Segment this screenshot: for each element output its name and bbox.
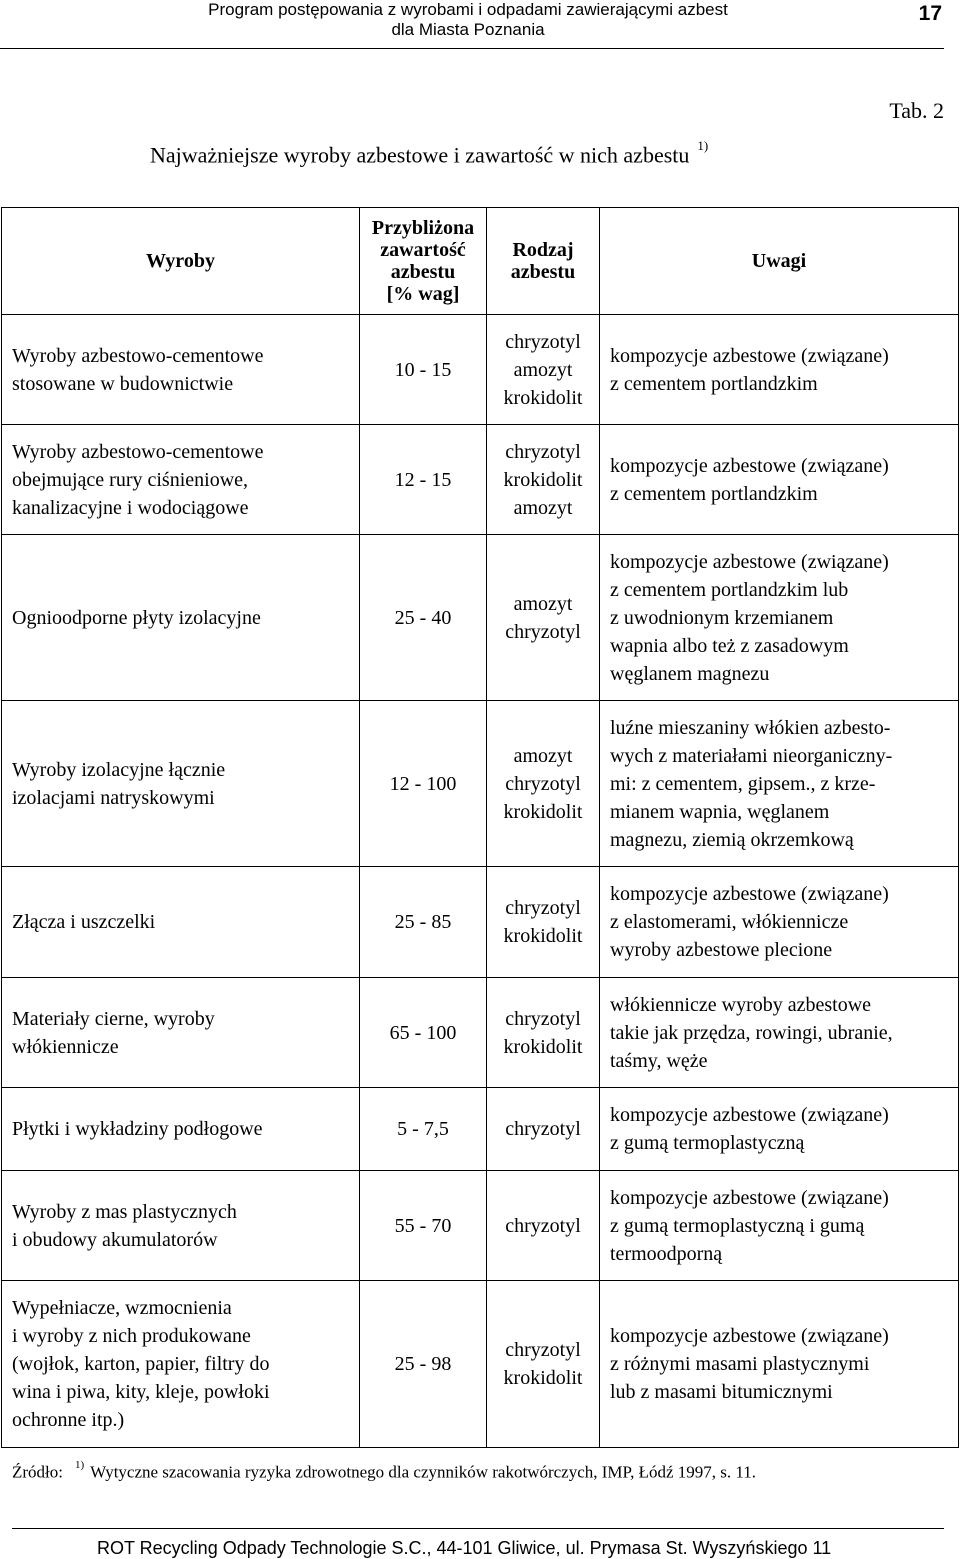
page-header: [0, 0, 960, 48]
table-title-text: Najważniejsze wyroby azbestowe i zawartość w nich azbestu: [150, 142, 690, 168]
cell-content: 25 - 98: [360, 1281, 487, 1448]
cell-type: chryzotyl krokidolit: [487, 978, 600, 1088]
cell-product: Wyroby z mas plastycznych i obudowy akumulatorów: [2, 1171, 360, 1281]
cell-product: Ognioodporne płyty izolacyjne: [2, 535, 360, 701]
table-title-footnote-mark: 1): [697, 138, 709, 153]
cell-product: Wyroby azbestowo-cementowe stosowane w budownictwie: [2, 315, 360, 425]
source-label: Źródło:: [12, 1462, 63, 1482]
col-header-type: Rodzaj azbestu: [487, 208, 600, 315]
col-header-notes: Uwagi: [600, 208, 959, 315]
table-row: [2, 701, 959, 867]
cell-product: Wyroby azbestowo-cementowe obejmujące rury ciśnieniowe, kanalizacyjne i wodociągowe: [2, 425, 360, 535]
cell-notes: kompozycje azbestowe (związane) z elastomerami, włókiennicze wyroby azbestowe plecione: [600, 867, 959, 978]
cell-content: 25 - 85: [360, 867, 487, 978]
cell-type: chryzotyl krokidolit: [487, 867, 600, 978]
cell-notes: kompozycje azbestowe (związane) z gumą termoplastyczną i gumą termoodporną: [600, 1171, 959, 1281]
table-row: [2, 1281, 959, 1448]
cell-content: 12 - 15: [360, 425, 487, 535]
header-title-line2: dla Miasta Poznania: [391, 20, 545, 39]
cell-type: chryzotyl krokidolit: [487, 1281, 600, 1448]
table-reference: Tab. 2: [889, 98, 944, 123]
table-row: [2, 425, 959, 535]
table-row: [2, 1171, 959, 1281]
cell-notes: kompozycje azbestowe (związane) z cementem portlandzkim lub z uwodnionym krzemianem wapnia albo też z zasadowym węglanem magnezu: [600, 535, 959, 701]
table-title: [150, 138, 709, 168]
cell-type: chryzotyl: [487, 1088, 600, 1171]
cell-type: amozyt chryzotyl krokidolit: [487, 701, 600, 867]
cell-product: Płytki i wykładziny podłogowe: [2, 1088, 360, 1171]
source-footnote-mark: 1): [75, 1459, 85, 1471]
source-text: Wytyczne szacowania ryzyka zdrowotnego dla czynników rakotwórczych, IMP, Łódź 1997, s. 11.: [90, 1462, 757, 1482]
table-row: [2, 315, 959, 425]
table-row: [2, 867, 959, 978]
table-row: [2, 535, 959, 701]
cell-product: Materiały cierne, wyroby włókiennicze: [2, 978, 360, 1088]
cell-notes: kompozycje azbestowe (związane) z cementem portlandzkim: [600, 315, 959, 425]
table-header-row: [2, 208, 959, 315]
cell-product: Wypełniacze, wzmocnienia i wyroby z nich produkowane (wojłok, karton, papier, filtry do wina i piwa, kity, kleje, powłoki ochronne itp.): [2, 1281, 360, 1448]
cell-type: chryzotyl: [487, 1171, 600, 1281]
cell-notes: kompozycje azbestowe (związane) z gumą termoplastyczną: [600, 1088, 959, 1171]
col-header-products: Wyroby: [2, 208, 360, 315]
cell-type: chryzotyl amozyt krokidolit: [487, 315, 600, 425]
cell-product: Złącza i uszczelki: [2, 867, 360, 978]
cell-content: 12 - 100: [360, 701, 487, 867]
cell-content: 25 - 40: [360, 535, 487, 701]
header-divider: [0, 48, 944, 49]
cell-notes: kompozycje azbestowe (związane) z cementem portlandzkim: [600, 425, 959, 535]
cell-content: 55 - 70: [360, 1171, 487, 1281]
cell-notes: luźne mieszaniny włókien azbesto- wych z materiałami nieorganiczny- mi: z cementem, gipsem., z krze- mianem wapnia, węglanem magnezu, ziemią okrzemkową: [600, 701, 959, 867]
footer-divider: [12, 1528, 944, 1529]
cell-product: Wyroby izolacyjne łącznie izolacjami natryskowymi: [2, 701, 360, 867]
cell-notes: włókiennicze wyroby azbestowe takie jak przędza, rowingi, ubranie, taśmy, węże: [600, 978, 959, 1088]
cell-type: chryzotyl krokidolit amozyt: [487, 425, 600, 535]
asbestos-products-table: [1, 207, 959, 1448]
table-row: [2, 1088, 959, 1171]
cell-notes: kompozycje azbestowe (związane) z różnymi masami plastycznymi lub z masami bitumicznymi: [600, 1281, 959, 1448]
col-header-content: Przybliżona zawartość azbestu [% wag]: [360, 208, 487, 315]
page-number: 17: [918, 2, 942, 25]
table-row: [2, 978, 959, 1088]
header-title-line1: Program postępowania z wyrobami i odpadami zawierającymi azbest: [208, 0, 728, 19]
page-footer: ROT Recycling Odpady Technologie S.C., 44-101 Gliwice, ul. Prymasa St. Wyszyńskiego 11: [97, 1538, 832, 1558]
cell-content: 5 - 7,5: [360, 1088, 487, 1171]
cell-type: amozyt chryzotyl: [487, 535, 600, 701]
cell-content: 65 - 100: [360, 978, 487, 1088]
cell-content: 10 - 15: [360, 315, 487, 425]
source-note: [12, 1459, 757, 1483]
